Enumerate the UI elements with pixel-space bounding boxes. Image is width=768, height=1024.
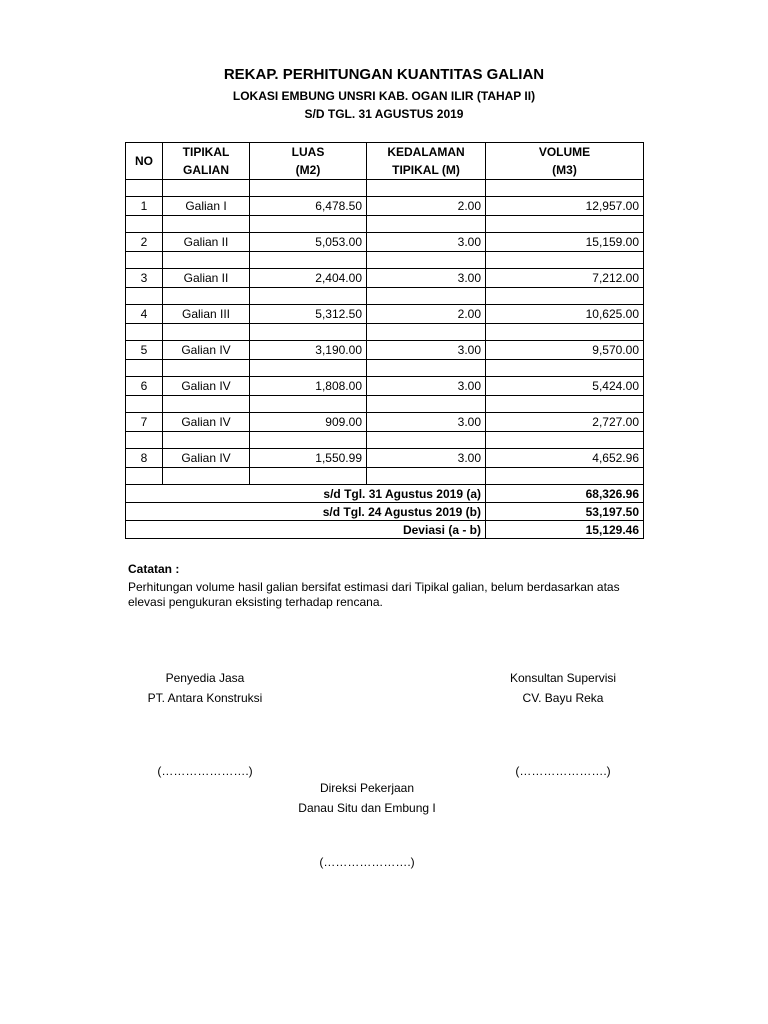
cell-no: 3 [126, 269, 163, 288]
header-luas: LUAS (M2) [250, 143, 367, 180]
cell-luas: 2,404.00 [250, 269, 367, 288]
cell-galian: Galian I [163, 197, 250, 216]
cell-kedalaman: 3.00 [367, 269, 486, 288]
spacer-row [126, 468, 644, 485]
header-tipikal: TIPIKAL GALIAN [163, 143, 250, 180]
spacer-row [126, 288, 644, 305]
cell-luas: 6,478.50 [250, 197, 367, 216]
cell-kedalaman: 2.00 [367, 197, 486, 216]
cell-kedalaman: 3.00 [367, 449, 486, 468]
cell-no: 2 [126, 233, 163, 252]
left-signer-company: PT. Antara Konstruksi [147, 691, 263, 705]
cell-no: 6 [126, 377, 163, 396]
spacer-row [126, 216, 644, 233]
cell-volume: 9,570.00 [486, 341, 644, 360]
cell-kedalaman: 2.00 [367, 305, 486, 324]
notes-body: Perhitungan volume hasil galian bersifat estimasi dari Tipikal galian, belum berdasarkan atas elevasi pengukuran eksisting terhadap rencana. [128, 580, 620, 609]
cell-galian: Galian IV [163, 341, 250, 360]
cell-kedalaman: 3.00 [367, 341, 486, 360]
notes-heading: Catatan : [128, 562, 180, 576]
cell-galian: Galian II [163, 233, 250, 252]
center-signature-line: (………………….) [319, 855, 415, 869]
table-header-row [126, 143, 644, 180]
cell-volume: 4,652.96 [486, 449, 644, 468]
cell-luas: 909.00 [250, 413, 367, 432]
table-row [126, 269, 644, 288]
cell-galian: Galian II [163, 269, 250, 288]
cell-luas: 3,190.00 [250, 341, 367, 360]
cell-volume: 2,727.00 [486, 413, 644, 432]
cell-no: 7 [126, 413, 163, 432]
header-no: NO [126, 143, 163, 180]
spacer-row [126, 360, 644, 377]
cell-luas: 5,053.00 [250, 233, 367, 252]
header-kedalaman: KEDALAMAN TIPIKAL (M) [367, 143, 486, 180]
cell-luas: 1,550.99 [250, 449, 367, 468]
table-row [126, 449, 644, 468]
total-label: Deviasi (a - b) [126, 521, 486, 539]
rekap-table [125, 142, 644, 539]
deviation-row [126, 521, 644, 539]
cell-galian: Galian IV [163, 377, 250, 396]
left-signature-line: (………………….) [157, 764, 253, 778]
total-row-b [126, 503, 644, 521]
table-row [126, 305, 644, 324]
spacer-row [126, 252, 644, 269]
cell-kedalaman: 3.00 [367, 377, 486, 396]
location-subtitle: LOKASI EMBUNG UNSRI KAB. OGAN ILIR (TAHAP II) [232, 89, 536, 103]
cell-no: 8 [126, 449, 163, 468]
cell-volume: 7,212.00 [486, 269, 644, 288]
spacer-row [126, 324, 644, 341]
total-label: s/d Tgl. 24 Agustus 2019 (b) [126, 503, 486, 521]
table-row [126, 197, 644, 216]
spacer-row [126, 432, 644, 449]
right-signer-role: Konsultan Supervisi [509, 671, 617, 685]
cell-kedalaman: 3.00 [367, 233, 486, 252]
right-signer-company: CV. Bayu Reka [522, 691, 604, 705]
spacer-row [126, 396, 644, 413]
cell-volume: 15,159.00 [486, 233, 644, 252]
left-signer-role: Penyedia Jasa [165, 671, 245, 685]
cell-no: 5 [126, 341, 163, 360]
document-title: REKAP. PERHITUNGAN KUANTITAS GALIAN [223, 66, 545, 83]
total-value: 15,129.46 [486, 521, 644, 539]
total-row-a [126, 485, 644, 503]
total-value: 68,326.96 [486, 485, 644, 503]
total-label: s/d Tgl. 31 Agustus 2019 (a) [126, 485, 486, 503]
center-signer-unit: Danau Situ dan Embung I [298, 801, 436, 815]
table-row [126, 341, 644, 360]
table-row [126, 233, 644, 252]
cell-galian: Galian III [163, 305, 250, 324]
cell-volume: 10,625.00 [486, 305, 644, 324]
cell-kedalaman: 3.00 [367, 413, 486, 432]
cell-volume: 12,957.00 [486, 197, 644, 216]
spacer-row [126, 180, 644, 197]
header-volume: VOLUME (M3) [486, 143, 644, 180]
date-subtitle: S/D TGL. 31 AGUSTUS 2019 [304, 107, 464, 121]
cell-volume: 5,424.00 [486, 377, 644, 396]
cell-no: 1 [126, 197, 163, 216]
table-row [126, 413, 644, 432]
center-signer-role: Direksi Pekerjaan [319, 781, 415, 795]
table-row [126, 377, 644, 396]
cell-no: 4 [126, 305, 163, 324]
cell-luas: 5,312.50 [250, 305, 367, 324]
cell-galian: Galian IV [163, 413, 250, 432]
right-signature-line: (………………….) [515, 764, 611, 778]
cell-luas: 1,808.00 [250, 377, 367, 396]
total-value: 53,197.50 [486, 503, 644, 521]
cell-galian: Galian IV [163, 449, 250, 468]
